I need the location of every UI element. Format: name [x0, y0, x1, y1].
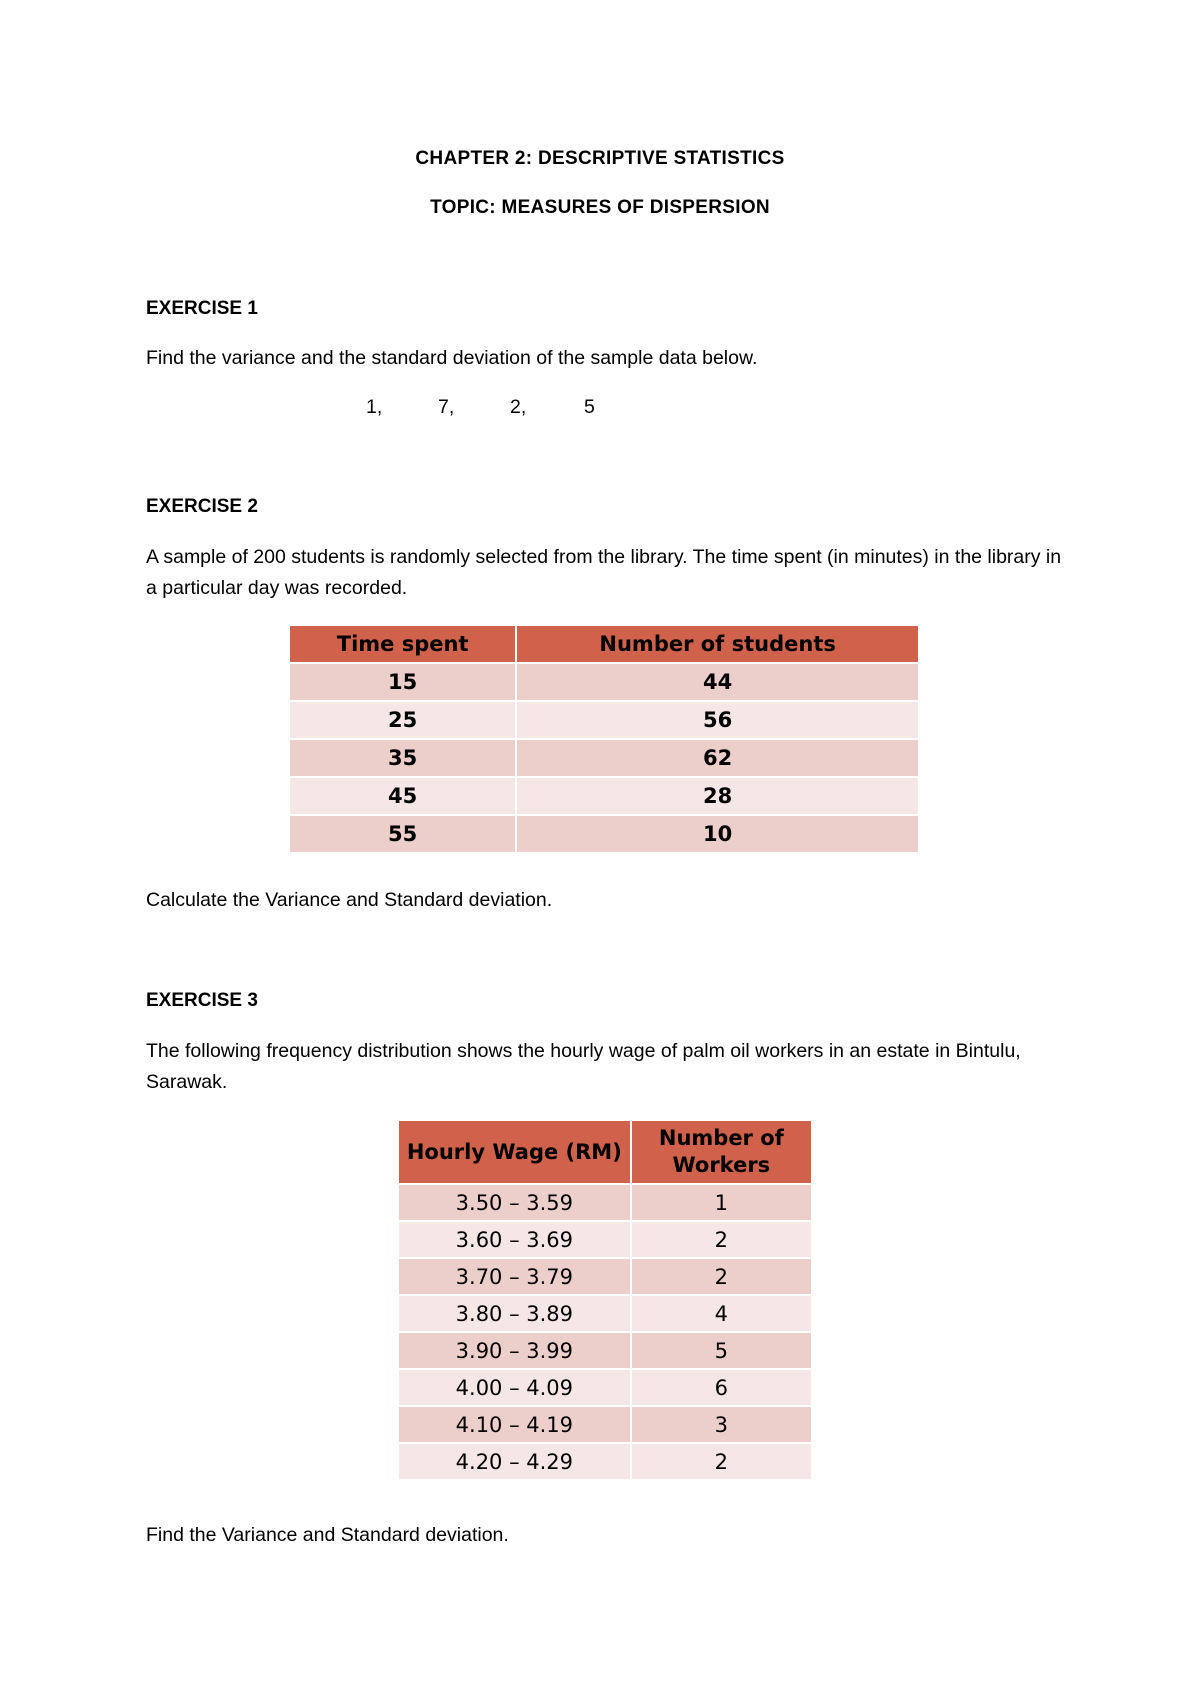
table-cell: 45 [289, 777, 516, 815]
exercise-2-description: A sample of 200 students is randomly selected from the library. The time spent (in minutes) in the library in a particular day was recorded. [146, 546, 1062, 599]
chapter-heading: CHAPTER 2: DESCRIPTIVE STATISTICS [415, 148, 785, 169]
table-cell: 3.80 – 3.89 [398, 1295, 631, 1332]
table-cell: 28 [516, 777, 919, 815]
table-row [398, 1184, 812, 1221]
table-row [398, 1443, 812, 1480]
exercise-1-title: EXERCISE 1 [146, 298, 258, 319]
data-value: 1, [366, 396, 383, 418]
table-row [289, 663, 919, 701]
table-row [398, 1295, 812, 1332]
table-cell: 4.20 – 4.29 [398, 1443, 631, 1480]
exercise-3-title: EXERCISE 3 [146, 990, 258, 1011]
table-cell: 3.70 – 3.79 [398, 1258, 631, 1295]
table-row [398, 1258, 812, 1295]
exercise-2-title: EXERCISE 2 [146, 496, 258, 517]
table-header-row [398, 1120, 812, 1184]
column-header-time-spent: Time spent [289, 625, 516, 663]
table-cell: 15 [289, 663, 516, 701]
table-cell: 2 [631, 1221, 812, 1258]
exercise-1-instruction: Find the variance and the standard deviation of the sample data below. [146, 347, 758, 369]
table-cell: 25 [289, 701, 516, 739]
column-header-number-of-workers: Number of Workers [631, 1120, 812, 1184]
hourly-wage-table [397, 1119, 813, 1481]
table-row [398, 1406, 812, 1443]
table-cell: 4 [631, 1295, 812, 1332]
table-cell: 2 [631, 1258, 812, 1295]
table-row [289, 815, 919, 853]
topic-heading: TOPIC: MEASURES OF DISPERSION [430, 197, 770, 218]
table-row [289, 701, 919, 739]
table-cell: 35 [289, 739, 516, 777]
table-cell: 3.60 – 3.69 [398, 1221, 631, 1258]
table-cell: 56 [516, 701, 919, 739]
table-row [289, 739, 919, 777]
table-cell: 2 [631, 1443, 812, 1480]
table-cell: 6 [631, 1369, 812, 1406]
table-cell: 4.00 – 4.09 [398, 1369, 631, 1406]
data-value: 5 [584, 396, 595, 418]
exercise-3-description: The following frequency distribution shows the hourly wage of palm oil workers in an estate in Bintulu, Sarawak. [146, 1040, 1021, 1093]
exercise-3-question: Find the Variance and Standard deviation. [146, 1524, 509, 1546]
table-cell: 5 [631, 1332, 812, 1369]
column-header-number-of-students: Number of students [516, 625, 919, 663]
table-row [398, 1221, 812, 1258]
table-row [398, 1369, 812, 1406]
data-value: 2, [510, 396, 527, 418]
table-cell: 3 [631, 1406, 812, 1443]
table-row [398, 1332, 812, 1369]
column-header-hourly-wage: Hourly Wage (RM) [398, 1120, 631, 1184]
table-cell: 1 [631, 1184, 812, 1221]
table-cell: 55 [289, 815, 516, 853]
table-cell: 10 [516, 815, 919, 853]
table-cell: 4.10 – 4.19 [398, 1406, 631, 1443]
data-value: 7, [438, 396, 455, 418]
table-cell: 44 [516, 663, 919, 701]
table-header-row [289, 625, 919, 663]
table-cell: 62 [516, 739, 919, 777]
time-spent-table [288, 624, 920, 854]
table-cell: 3.50 – 3.59 [398, 1184, 631, 1221]
table-row [289, 777, 919, 815]
exercise-2-question: Calculate the Variance and Standard deviation. [146, 889, 553, 911]
table-cell: 3.90 – 3.99 [398, 1332, 631, 1369]
